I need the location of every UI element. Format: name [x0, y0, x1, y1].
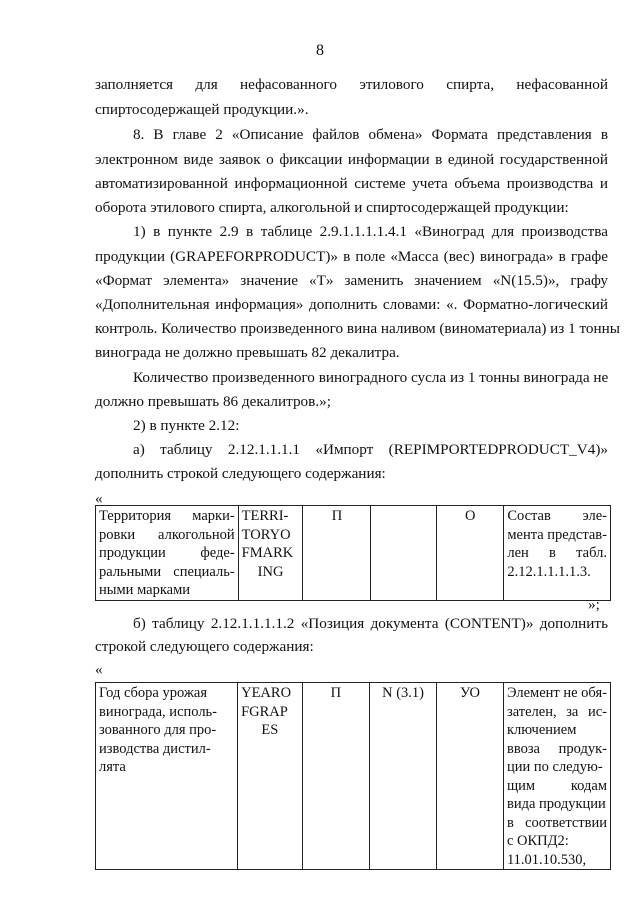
paragraph-line: оборота этилового спирта, алкогольной и спиртосодержащей продукции:	[95, 199, 569, 216]
cell-text: ровки алкогольной	[99, 526, 235, 543]
cell-text: ными марками	[99, 582, 191, 598]
cell-text: YEARO	[241, 685, 292, 701]
paragraph-line: спиртосодержащей продукции.».	[95, 101, 309, 118]
cell-text: FGRAP	[241, 703, 288, 720]
cell-text: ES	[261, 722, 279, 738]
cell-text: Состав эле-	[507, 508, 607, 524]
paragraph-line: «Формат элемента» значение «T» заменить значением «N(15.5)», графу	[95, 272, 608, 289]
cell-text: 11.01.10.530,	[506, 851, 587, 868]
cell-text: Год сбора урожая	[99, 685, 208, 701]
paragraph-line: а) таблицу 2.12.1.1.1.1 «Импорт (REPIMPORTEDPRODUCT_V4)»	[133, 441, 608, 458]
paragraph-line: 8. В главе 2 «Описание файлов обмена» Формата представления в	[133, 126, 608, 143]
cell-text: в соответствии	[506, 814, 607, 831]
table2-required-cell	[437, 683, 504, 870]
table1-name-cell	[96, 506, 239, 601]
cell-text: FMARK	[241, 545, 294, 561]
cell-text: O	[465, 508, 476, 524]
cell-text: УО	[460, 685, 481, 701]
cell-text: TORYO	[241, 526, 291, 543]
opening-quote: «	[95, 661, 103, 678]
paragraph-line: строкой следующего содержания:	[95, 638, 314, 655]
cell-text: ральными специаль-	[99, 563, 235, 580]
cell-text: продукции феде-	[99, 545, 235, 561]
cell-text: 2.12.1.1.1.1.3.	[507, 563, 591, 580]
table-row-harvest-year	[95, 682, 611, 870]
paragraph-line: дополнить строкой следующего содержания:	[95, 465, 386, 482]
cell-text: Элемент не обя-	[506, 685, 607, 701]
paragraph-line: винограда не должно превышать 82 декалитра.	[95, 344, 400, 361]
cell-text: Территория марки-	[99, 508, 235, 524]
paragraph-line: б) таблицу 2.12.1.1.1.1.2 «Позиция документа (CONTENT)» дополнить	[133, 615, 608, 632]
paragraph-line: 2) в пункте 2.12:	[133, 417, 240, 434]
cell-text: винограда, исполь-	[99, 703, 218, 720]
paragraph-line: контроль. Количество произведенного вина наливом (виноматериала) из 1 тонны	[95, 320, 620, 337]
cell-text: лята	[99, 759, 126, 775]
table1-format-cell	[371, 506, 437, 601]
table-row-territory	[95, 505, 611, 601]
table2-tag-cell	[238, 683, 303, 870]
cell-text: ции по следую-	[506, 759, 603, 775]
paragraph-line: Количество произведенного виноградного сусла из 1 тонны винограда не	[133, 369, 609, 386]
table1-type-cell	[303, 506, 371, 601]
opening-quote: «	[95, 490, 103, 507]
paragraph-line: должно превышать 86 декалитров.»;	[95, 393, 331, 410]
cell-text: изводства дистил-	[99, 740, 211, 757]
table2-name-cell	[96, 683, 238, 870]
paragraph-line: продукции (GRAPEFORPRODUCT)» в поле «Масса (вес) винограда» в графе	[95, 248, 608, 265]
cell-text: лен в табл.	[507, 545, 607, 561]
paragraph-line: электронном виде заявок о фиксации информации в единой государственной	[95, 151, 608, 168]
cell-text: зованного для про-	[99, 722, 217, 738]
cell-text: зателен, за ис-	[506, 703, 607, 720]
cell-text: ING	[257, 563, 284, 580]
cell-text: TERRI-	[241, 508, 289, 524]
paragraph-line: «Дополнительная информация» дополнить словами: «. Форматно-логический	[95, 296, 608, 313]
table1-tag-cell	[238, 506, 303, 601]
table1-required-cell	[437, 506, 504, 601]
cell-text: ввоза продук-	[506, 740, 607, 757]
paragraph-line: 1) в пункте 2.9 в таблице 2.9.1.1.1.1.4.1 «Виноград для производства	[133, 223, 608, 240]
table2-info-cell	[503, 683, 610, 870]
cell-text: щим кодам	[506, 777, 607, 794]
closing-quote: »;	[588, 596, 600, 613]
cell-text: N (3.1)	[382, 685, 424, 701]
cell-text: П	[330, 685, 342, 701]
cell-text: с ОКПД2:	[506, 833, 569, 849]
cell-text: вида продукции	[506, 796, 606, 812]
cell-text: мента представ-	[507, 526, 607, 543]
table2-type-cell	[302, 683, 369, 870]
cell-text: П	[331, 508, 343, 524]
cell-text: ключением	[506, 722, 577, 738]
table1-info-cell	[504, 506, 611, 601]
table2-format-cell	[370, 683, 437, 870]
paragraph-line: заполняется для нефасованного этилового спирта, нефасованной	[95, 76, 608, 93]
page-number: 8	[316, 42, 324, 59]
paragraph-line: автоматизированной информационной системе учета объема производства и	[95, 175, 608, 192]
